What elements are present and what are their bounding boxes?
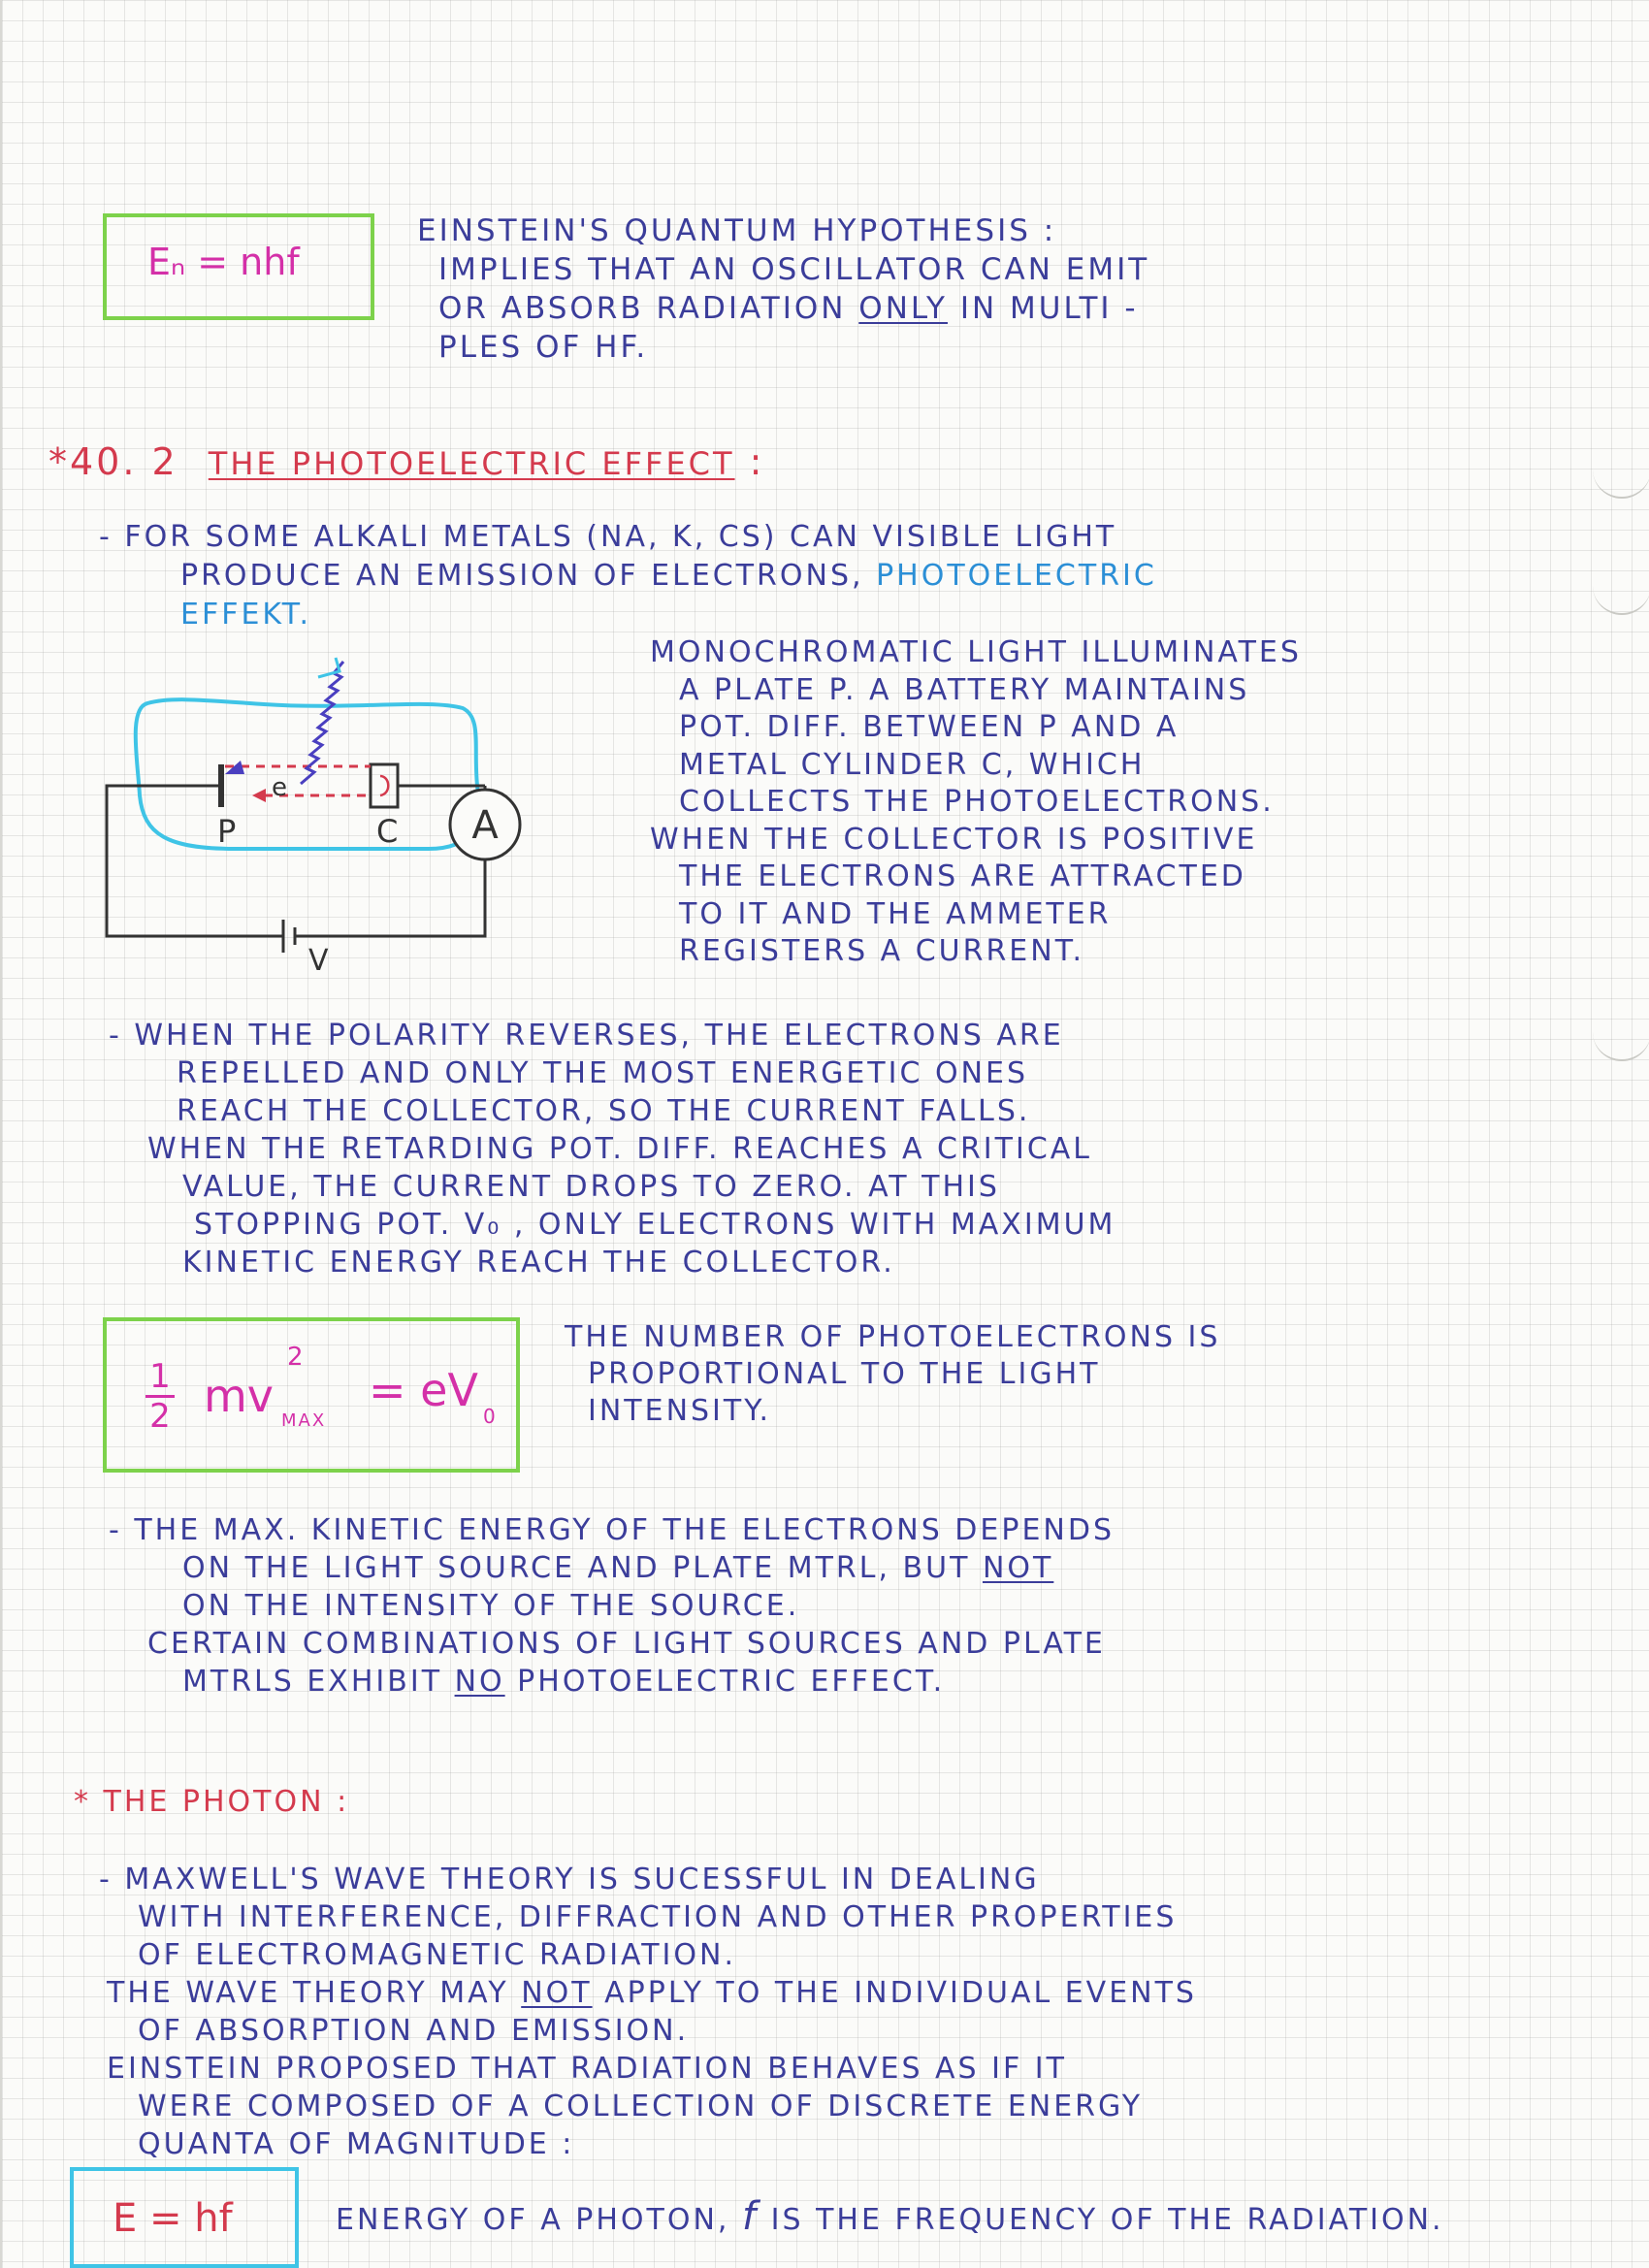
photoelectric-circuit-diagram <box>89 640 594 989</box>
punch-hole-mark <box>1593 466 1649 499</box>
setup-line: POT. DIFF. BETWEEN P AND A <box>679 710 1180 744</box>
section-title: THE PHOTOELECTRIC EFFECT <box>208 445 735 482</box>
photon-line: - MAXWELL'S WAVE THEORY IS SUCESSFUL IN DEALING <box>99 1863 1040 1896</box>
setup-line: METAL CYLINDER C, WHICH <box>679 747 1146 782</box>
photon-line: EINSTEIN PROPOSED THAT RADIATION BEHAVES AS IF IT <box>107 2052 1067 2086</box>
photon-line: THE WAVE THEORY MAY NOT APPLY TO THE INDIVIDUAL EVENTS <box>107 1976 1197 2010</box>
ammeter-label: A <box>471 803 499 848</box>
rhs-subscript: 0 <box>483 1405 496 1428</box>
section-heading <box>48 438 764 487</box>
number-line: THE NUMBER OF PHOTOELECTRONS IS <box>565 1320 1221 1354</box>
setup-line: WHEN THE COLLECTOR IS POSITIVE <box>650 822 1258 857</box>
section-number: *40. 2 <box>48 440 178 483</box>
emphasis-no: NO <box>454 1665 505 1699</box>
formula-box-einstein <box>103 213 374 320</box>
fraction-denominator: 2 <box>149 1397 171 1436</box>
emphasis-not: NOT <box>982 1551 1054 1585</box>
reversal-line: KINETIC ENERGY REACH THE COLLECTOR. <box>182 1246 895 1280</box>
reversal-line: STOPPING POT. V₀ , ONLY ELECTRONS WITH MAXIMUM <box>194 1208 1116 1242</box>
punch-hole-mark <box>1593 582 1649 615</box>
number-line: INTENSITY. <box>588 1394 772 1428</box>
max-ke-line: ON THE INTENSITY OF THE SOURCE. <box>182 1589 800 1623</box>
einstein-title: EINSTEIN'S QUANTUM HYPOTHESIS : <box>417 213 1057 248</box>
electron-label: e <box>272 773 287 802</box>
max-ke-line: ON THE LIGHT SOURCE AND PLATE MTRL, BUT NOT <box>182 1551 1054 1585</box>
reversal-block <box>109 1017 1116 1281</box>
section-colon: : <box>749 440 765 483</box>
photon-formula: E = hf <box>113 2196 233 2241</box>
max-ke-line: MTRLS EXHIBIT NO PHOTOELECTRIC EFFECT. <box>182 1665 946 1699</box>
intro-line: EFFEKT. <box>180 598 312 632</box>
setup-line: REGISTERS A CURRENT. <box>679 934 1084 968</box>
photon-line: OF ELECTROMAGNETIC RADIATION. <box>138 1938 736 1972</box>
wire-right <box>295 856 485 936</box>
intro-block <box>99 518 1157 634</box>
photon-heading: * THE PHOTON : <box>74 1785 350 1819</box>
mv-term: mv <box>204 1370 275 1422</box>
intro-line: - FOR SOME ALKALI METALS (NA, K, CS) CAN VISIBLE LIGHT <box>99 520 1117 554</box>
max-ke-block <box>109 1511 1115 1701</box>
einstein-formula: Eₙ = nhf <box>147 241 300 283</box>
photon-line: WERE COMPOSED OF A COLLECTION OF DISCRETE ENERGY <box>138 2090 1144 2123</box>
punch-hole-mark <box>1593 1028 1649 1061</box>
emphasis-only: ONLY <box>858 291 948 326</box>
setup-line: A PLATE P. A BATTERY MAINTAINS <box>679 672 1250 707</box>
evacuated-tube <box>136 699 478 849</box>
mv-subscript: MAX <box>281 1410 327 1431</box>
mv-exponent: 2 <box>287 1343 304 1372</box>
number-line: PROPORTIONAL TO THE LIGHT <box>588 1357 1101 1391</box>
setup-line: THE ELECTRONS ARE ATTRACTED <box>679 859 1246 893</box>
formula-box-photon-energy <box>70 2167 299 2268</box>
photon-line: OF ABSORPTION AND EMISSION. <box>138 2014 690 2048</box>
wire-left <box>107 786 283 936</box>
collector-label: C <box>376 813 399 850</box>
reversal-line: VALUE, THE CURRENT DROPS TO ZERO. AT THIS <box>182 1170 1000 1204</box>
photon-line: WITH INTERFERENCE, DIFFRACTION AND OTHER PROPERTIES <box>138 1900 1178 1934</box>
fraction-numerator: 1 <box>146 1358 175 1398</box>
rhs-term: = eV <box>369 1364 478 1416</box>
photon-caption <box>336 2194 1444 2239</box>
reversal-line: - WHEN THE POLARITY REVERSES, THE ELECTRONS ARE <box>109 1019 1064 1053</box>
einstein-line: PLES OF HF. <box>438 330 649 365</box>
collector-c <box>371 764 398 807</box>
photon-caption-f: f <box>742 2194 760 2239</box>
einstein-line: IMPLIES THAT AN OSCILLATOR CAN EMIT <box>438 252 1150 287</box>
photon-caption-b: IS THE FREQUENCY OF THE RADIATION. <box>770 2203 1444 2237</box>
max-ke-line: CERTAIN COMBINATIONS OF LIGHT SOURCES AND PLATE <box>147 1627 1106 1661</box>
plate-label: P <box>217 813 237 850</box>
setup-block <box>650 634 1302 971</box>
reversal-line: REPELLED AND ONLY THE MOST ENERGETIC ONES <box>177 1056 1028 1090</box>
number-block <box>565 1319 1220 1430</box>
photon-line: QUANTA OF MAGNITUDE : <box>138 2127 575 2161</box>
einstein-block <box>417 211 1149 367</box>
photon-caption-a: ENERGY OF A PHOTON, <box>336 2203 730 2237</box>
reversal-line: WHEN THE RETARDING POT. DIFF. REACHES A CRITICAL <box>147 1132 1093 1166</box>
electron-arrow <box>252 789 266 802</box>
battery-label: V <box>308 944 329 978</box>
setup-line: TO IT AND THE AMMETER <box>679 896 1112 931</box>
setup-line: COLLECTS THE PHOTOELECTRONS. <box>679 785 1275 819</box>
fraction <box>146 1358 175 1435</box>
einstein-line: OR ABSORB RADIATION ONLY IN MULTI - <box>438 291 1139 326</box>
photoelectric-term: PHOTOELECTRIC <box>876 559 1157 593</box>
reversal-line: REACH THE COLLECTOR, SO THE CURRENT FALLS. <box>177 1094 1031 1128</box>
emphasis-not: NOT <box>521 1976 593 2010</box>
intro-line: PRODUCE AN EMISSION OF ELECTRONS, PHOTOELECTRIC <box>180 559 1157 593</box>
formula-box-kinetic-energy <box>103 1317 520 1473</box>
max-ke-line: - THE MAX. KINETIC ENERGY OF THE ELECTRONS DEPENDS <box>109 1513 1115 1547</box>
setup-line: MONOCHROMATIC LIGHT ILLUMINATES <box>650 635 1302 669</box>
photon-block <box>99 1861 1197 2163</box>
